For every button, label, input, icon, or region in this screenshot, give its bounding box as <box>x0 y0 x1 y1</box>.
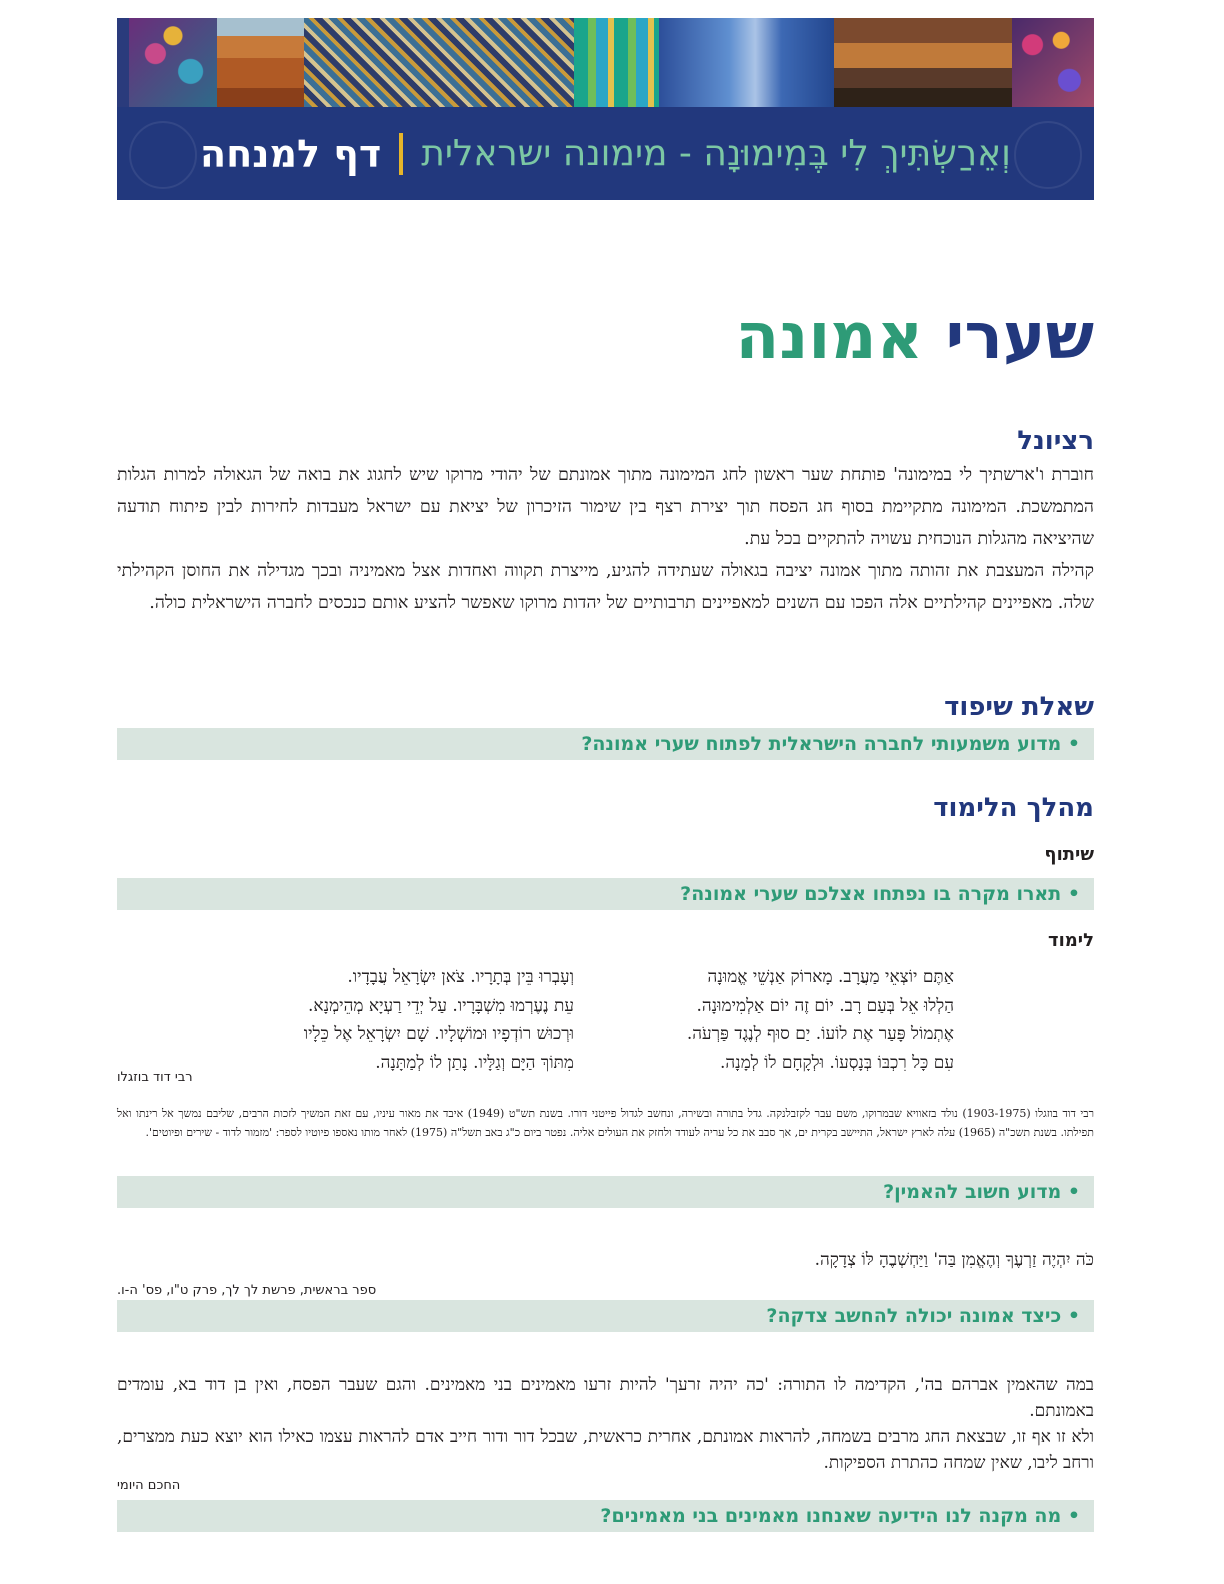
title-strip <box>117 107 1094 200</box>
judgment-question: • מדוע משמעותי לחברה הישראלית לפתוח שערי אמונה? <box>581 733 1080 755</box>
author-bio: רבי דוד בוזגלו (1903-1975) נולד בזאוויא שבמרוקו, משם עבר לקזבלנקה. גדל בתורה ובשירה, ונחשב לגדול פייטני דורו. בשנת תש"ט (1949) איבד את מאור עיניו, עם זאת המשיך לזכות הרבים, שליבם נמשך אל רינתו ואל תפילתו. בשנת תשכ"ה (1965) עלה לארץ ישראל, התיישב בקרית ים, אך סבב את כל עריה לעודד ולחזק את העולים אליה. נפטר ביום כ"ג באב תשל"ה (1975) לאחר מותו נאספו פיוטיו לספר: 'מזמור לדוד - שירים ופיוטים'. <box>117 1107 1094 1139</box>
commentary-source: החכם היומי <box>117 1478 181 1493</box>
banner-title: וְאֵרַשְׂתִּיךְ לִי בֶּמִימוּנָה - מימונה ישראלית <box>421 133 1011 174</box>
poem-line: עִם כָּל רִכְבּוֹ בְּנָסְעוֹ. וּלְקָחָם לוֹ לְמָנָה. <box>720 1052 954 1073</box>
charity-question: • כיצד אמונה יכולה להחשב צדקה? <box>766 1305 1080 1327</box>
photo-mosaic <box>304 18 574 107</box>
header-banner <box>117 18 1094 200</box>
sharing-question-bar <box>117 878 1094 910</box>
page-title <box>735 300 1094 374</box>
rationale-paragraph-2: קהילה המעצבת את זהותה מתוך אמונה יציבה בגאולה שעתידה להגיע, מייצרת תקווה ואחדות אצל מאמיניה ובכך מגדילה את החוסן הקהילתי שלה. מאפיינים קהילתיים אלה הפכו עם השנים למאפיינים תרבותיים של יהדות מרוקו שאפשר להציע אותם כנכסים לחברה הישראלית כולה. <box>117 561 1094 613</box>
ornament-icon <box>129 121 197 189</box>
photo-kasbah <box>217 18 304 107</box>
commentary-line-2: ולא זו אף זו, שבצאת החג מרבים בשמחה, להראות אמונתם, אחרית כראשית, שבכל דור ודור חייב אדם להראות עצמו כאילו הוא יוצא כעת ממצרים, ורחב ליבו, שאין שמחה כהתרת הספיקות. <box>117 1427 1094 1473</box>
photo-edge <box>117 18 129 107</box>
judgment-heading: שאלת שיפוד <box>944 692 1094 722</box>
poem-line: עֵת נֶעֶרְמוּ מִשְׁבָּרָיו. עַל יְדֵי רַעְיָא מְהֵימְנָא. <box>307 995 574 1016</box>
page-title-word2: אמונה <box>735 300 924 374</box>
poem-line: מִתּוֹךְ הַיָּם וְגַלָּיו. נָתַן לוֹ לְמַתָּנָה. <box>375 1052 574 1073</box>
poem-line: וְעָבְרוּ בֵּין בְּתָרָיו. צֹאן יִשְׂרָאֵל עֲבָדָיו. <box>347 967 574 987</box>
poem-line: הַלְלוּ אֵל בְּעַם רָב. יוֹם זֶה יוֹם אַלְמִימוּנָה. <box>696 995 954 1016</box>
photo-blue-alley <box>659 18 834 107</box>
poem-line: וּרְכוּשׁ רוֹדְפָיו וּמוֹשְׁלָיו. שָׁם יִשְׂרָאֵל אֶל כֵּלָיו <box>303 1024 574 1044</box>
poem-left-column <box>304 963 574 1077</box>
rationale-paragraph-1: חוברת ו'ארשתיך לי במימונה' פותחת שער ראשון לחג המימונה מתוך אמונתם של יהודי מרוקו שיש לחגוג את בואה של הגאולה למרות הגלות המתמשכת. המימונה מתקיימת בסוף חג הפסח תוך יצירת רצף בין שימור הזיכרון של יציאת עם ישראל מעבדות לחירות לבין פיתוח תודעה שהיציאה מהגלות הנוכחית עשויה להתקיים בכל עת. <box>117 465 1094 549</box>
believers-question-bar <box>117 1500 1094 1532</box>
learning-heading: לימוד <box>1048 930 1094 951</box>
banner-subtitle: דף למנחה <box>200 131 382 176</box>
photo-marketplace <box>834 18 1012 107</box>
bible-verse: כֹּה יִהְיֶה זַרְעֶךָ וְהֶאֱמִן בַּה' וַיַּחְשְׁבֶהָ לּוֹ צְדָקָה. <box>814 1250 1094 1270</box>
sharing-question: • תארו מקרה בו נפתחו אצלכם שערי אמונה? <box>680 883 1080 905</box>
commentary-line-1: במה שהאמין אברהם בה', הקדימה לו התורה: 'כה יהיה זרעך' להיות זרעו מאמינים בני מאמינים. והגם שעבר הפסח, ואין בן דוד בא, עומדים באמונתם. <box>117 1375 1094 1421</box>
sharing-heading: שיתוף <box>1044 844 1094 865</box>
photo-ornaments <box>1012 18 1094 107</box>
process-heading: מהלך הלימוד <box>933 793 1094 823</box>
banner-separator <box>399 133 403 175</box>
poem-right-column <box>687 963 954 1077</box>
worksheet-page <box>117 18 1094 1527</box>
verse-source: ספר בראשית, פרשת לך לך, פרק ט"ו, פס' ה-ו. <box>117 1283 377 1298</box>
photo-strip <box>117 18 1094 107</box>
ornament-icon <box>1014 121 1082 189</box>
poem-author: רבי דוד בוזגלו <box>117 1070 193 1085</box>
believe-question: • מדוע חשוב להאמין? <box>883 1181 1080 1203</box>
commentary-text <box>117 1372 1094 1476</box>
poem-line: אֶתְמוֹל פָּעַר אֶת לוֹעוֹ. יַם סוּף לְנֶגֶד פַּרְעֹה. <box>686 1024 954 1044</box>
rationale-text <box>117 459 1094 619</box>
poem-line: אַתֶּם יוֹצְאֵי מַעֲרָב. מָארוֹק אַנְשֵׁי אֱמוּנָה <box>707 967 954 987</box>
page-title-word1: שערי <box>945 300 1094 374</box>
rationale-heading: רציונל <box>1017 426 1094 456</box>
photo-slippers <box>574 18 659 107</box>
believe-question-bar <box>117 1176 1094 1208</box>
believers-question: • מה מקנה לנו הידיעה שאנחנו מאמינים בני מאמינים? <box>600 1505 1080 1527</box>
photo-lanterns <box>129 18 217 107</box>
charity-question-bar <box>117 1300 1094 1332</box>
judgment-question-bar <box>117 728 1094 760</box>
